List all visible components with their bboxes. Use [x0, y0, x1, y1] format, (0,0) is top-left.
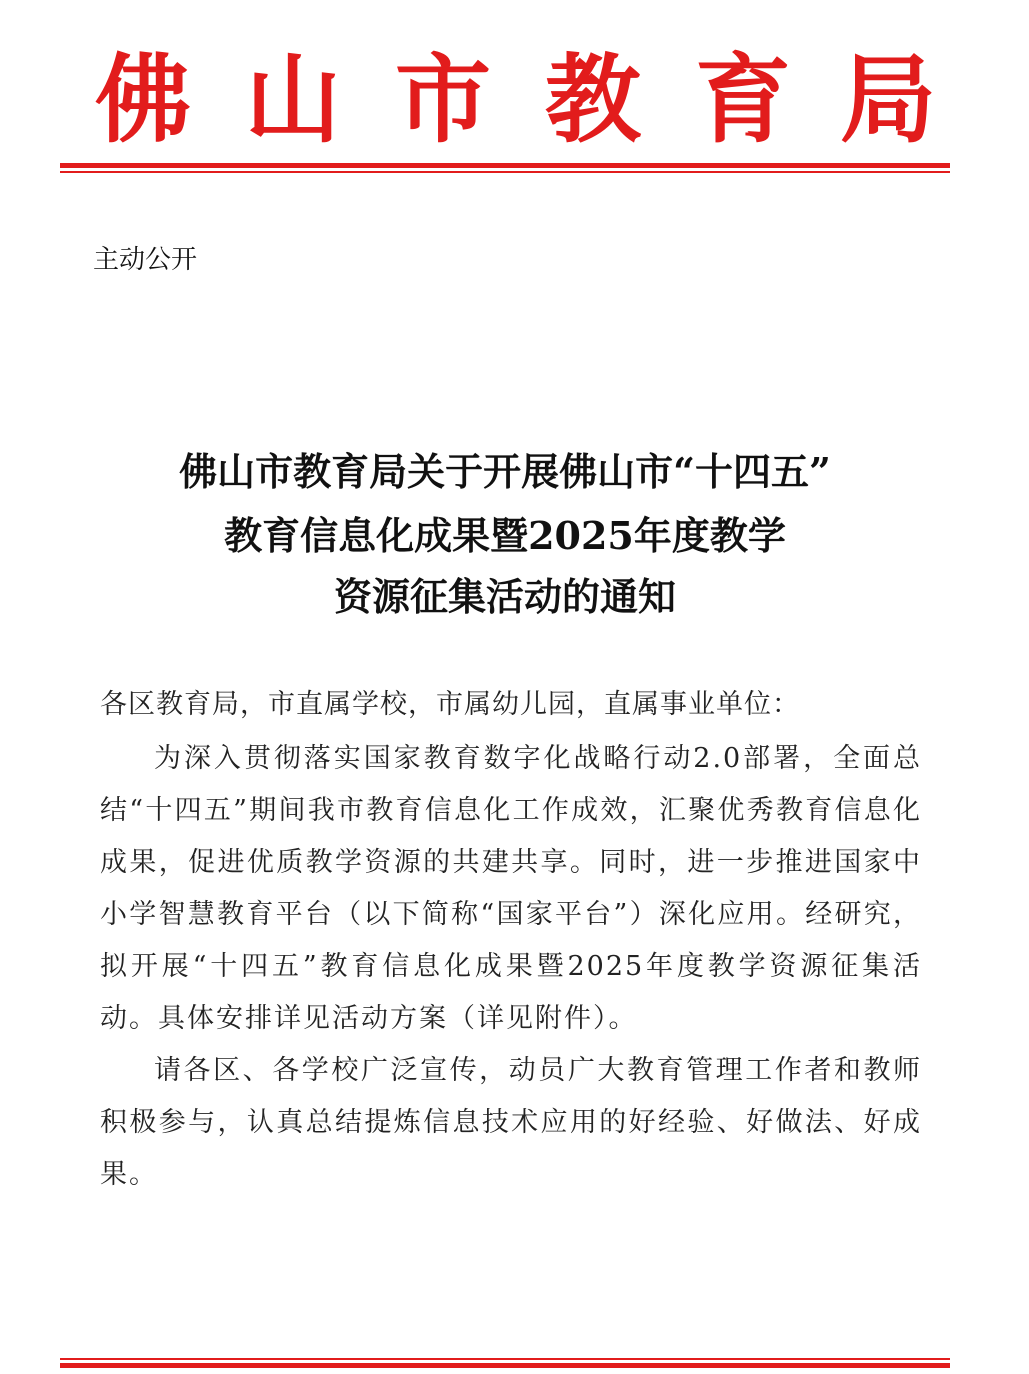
document-title-line-3: 资源征集活动的通知	[333, 574, 676, 619]
footer-divider-thin	[60, 1358, 950, 1360]
body-paragraph-1: 为深入贯彻落实国家教育数字化战略行动2.0部署，全面总结“十四五”期间我市教育信息化工作成效，汇聚优秀教育信息化成果，促进优质教学资源的共建共享。同时，进一步推进国家中小学智慧教育平台（以下简称“国家平台”）深化应用。经研究，拟开展“十四五”教育信息化成果暨2025年度教学资源征集活动。具体安排详见活动方案（详见附件）。	[100, 743, 922, 1034]
letterhead	[60, 40, 950, 160]
document-title-line-1: 佛山市教育局关于开展佛山市“十四五”	[179, 449, 831, 494]
letterhead-char: 佛	[95, 43, 191, 156]
body-paragraph-2: 请各区、各学校广泛宣传，动员广大教育管理工作者和教师积极参与，认真总结提炼信息技术应用的好经验、好做法、好成果。	[100, 1055, 922, 1190]
letterhead-char: 局	[840, 43, 936, 156]
disclosure-label: 主动公开	[93, 245, 198, 275]
letterhead-char: 教	[545, 43, 641, 156]
footer-divider-thick	[60, 1363, 950, 1368]
document-title-line-2: 教育信息化成果暨2025年度教学	[224, 513, 786, 558]
letterhead-char: 山	[245, 43, 341, 156]
salutation: 各区教育局，市直属学校，市属幼儿园，直属事业单位：	[100, 689, 800, 720]
letterhead-char: 育	[695, 43, 791, 156]
letterhead-divider-thick	[60, 163, 950, 168]
letterhead-divider-thin	[60, 171, 950, 173]
letterhead-char: 市	[395, 43, 491, 156]
